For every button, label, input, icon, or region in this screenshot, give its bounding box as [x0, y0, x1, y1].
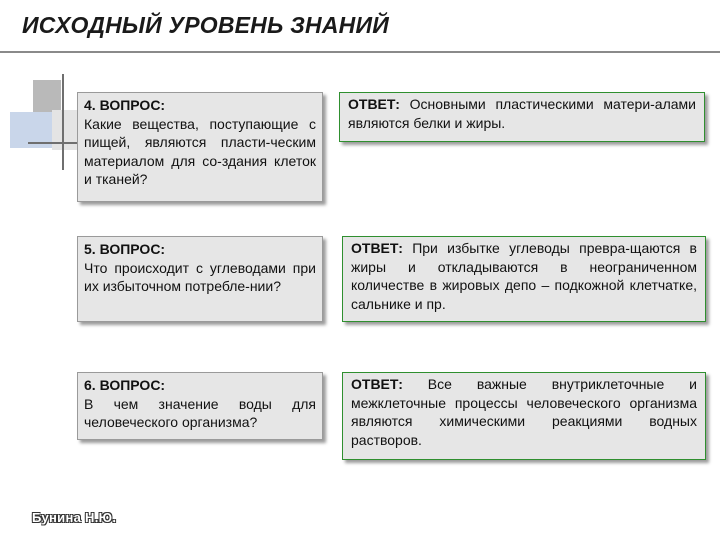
question-text: Какие вещества, поступающие с пищей, являются пласти-ческим материалом для со-здания клеток и тканей? — [84, 115, 316, 187]
title-divider — [0, 51, 720, 53]
question-heading: 6. ВОПРОС: — [84, 377, 166, 393]
question-box-6 — [77, 372, 323, 440]
answer-box-6 — [342, 372, 706, 460]
answer-heading: ОТВЕТ: — [351, 376, 403, 392]
answer-heading: ОТВЕТ: — [348, 96, 400, 112]
author-signature: Бунина Н.Ю. — [32, 510, 117, 525]
answer-text: Все важные внутриклеточные и межклеточные процессы человеческого организма являются химическими реакциями водных растворов. — [351, 376, 697, 448]
answer-heading: ОТВЕТ: — [351, 240, 403, 256]
slide-title: ИСХОДНЫЙ УРОВЕНЬ ЗНАНИЙ — [22, 12, 389, 38]
vertical-line — [62, 74, 64, 170]
question-text: В чем значение воды для человеческого организма? — [84, 395, 316, 430]
answer-box-5 — [342, 236, 706, 322]
grey-square — [33, 80, 61, 114]
question-heading: 5. ВОПРОС: — [84, 241, 166, 257]
horizontal-line — [28, 142, 82, 144]
answer-text: При избытке углеводы превра-щаются в жиры и откладываются в неограниченном количестве в жировых депо – подкожной клетчатке, сальнике и пр. — [351, 240, 697, 312]
question-text: Что происходит с углеводами при их избыточном потребле-нии? — [84, 259, 316, 294]
answer-text: Основными пластическими матери-алами являются белки и жиры. — [348, 96, 696, 131]
question-heading: 4. ВОПРОС: — [84, 97, 166, 113]
question-box-4 — [77, 92, 323, 202]
question-box-5 — [77, 236, 323, 322]
answer-box-4 — [339, 92, 705, 142]
light-square — [52, 110, 78, 150]
